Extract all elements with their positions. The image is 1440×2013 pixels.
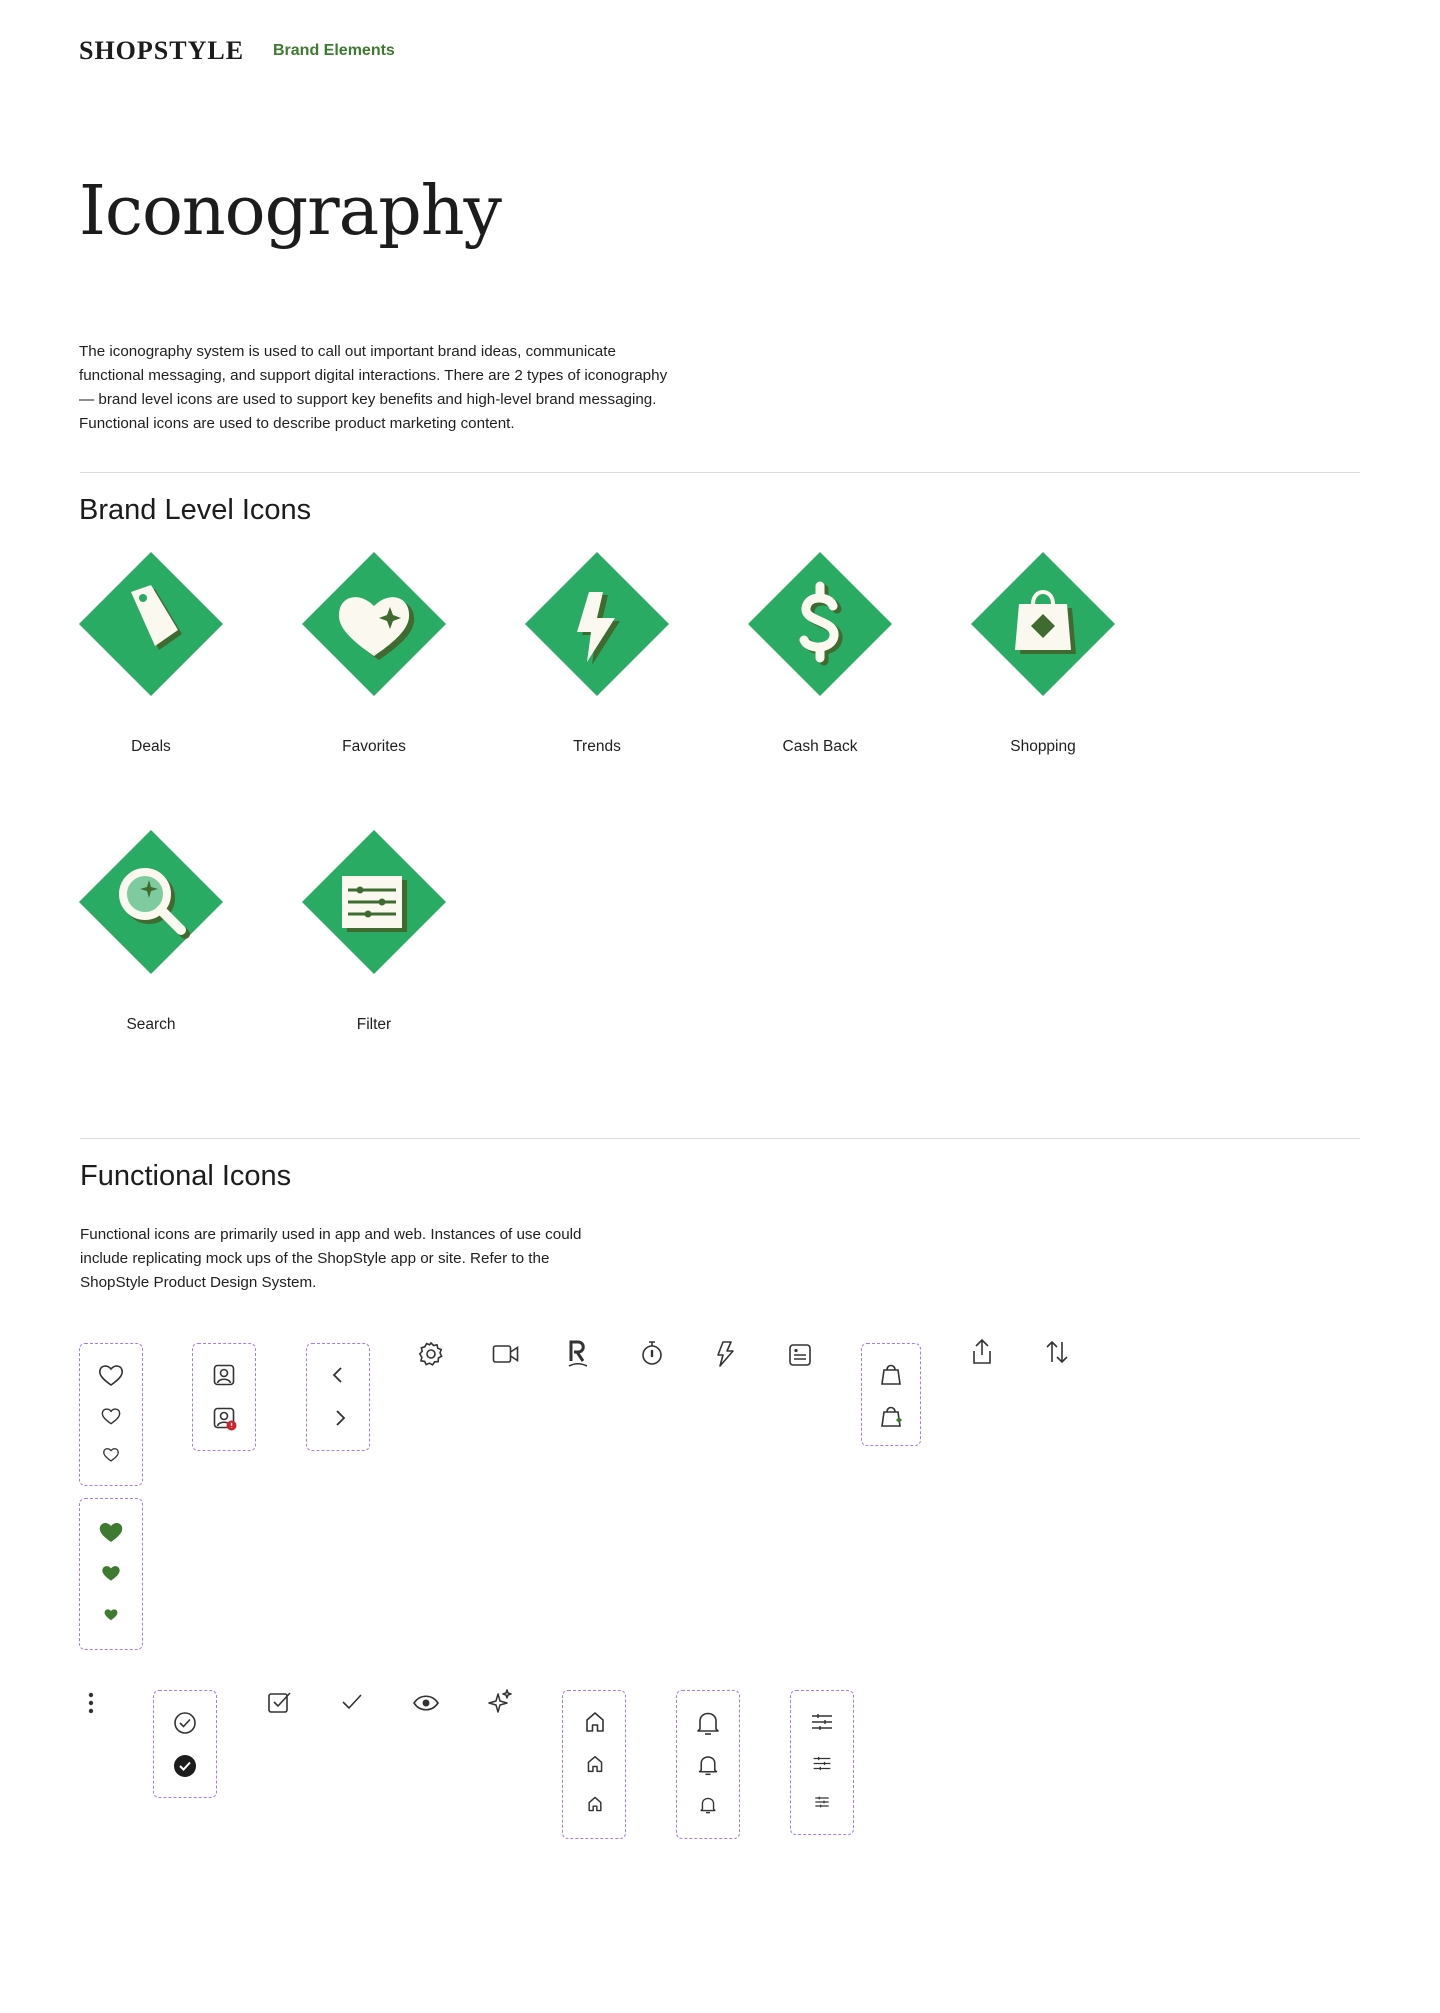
bell-icon[interactable]: [697, 1753, 719, 1777]
tag-icon: [79, 552, 223, 696]
video-icon[interactable]: [492, 1343, 520, 1365]
heart-filled-icon[interactable]: [97, 1519, 125, 1545]
chevron-left-icon[interactable]: [331, 1366, 345, 1384]
check-circle-outline-icon[interactable]: [173, 1711, 197, 1735]
bag-added-icon[interactable]: [880, 1404, 904, 1428]
check-icon[interactable]: [341, 1693, 363, 1711]
divider: [80, 472, 1360, 473]
sort-arrows-icon[interactable]: [1044, 1340, 1070, 1364]
sliders-group: [790, 1690, 854, 1835]
bell-group: [676, 1690, 740, 1839]
lightning-icon: [525, 552, 669, 696]
section-label[interactable]: Brand Elements: [273, 42, 395, 59]
cash-back-tile: [748, 552, 892, 701]
shopping-tile: [971, 552, 1115, 701]
heart-outline-group: [79, 1343, 143, 1486]
gear-icon[interactable]: [418, 1341, 444, 1367]
share-icon[interactable]: [970, 1338, 994, 1366]
bag-icon[interactable]: [880, 1362, 902, 1386]
sliders-icon[interactable]: [810, 1713, 834, 1731]
chevron-group: [306, 1343, 370, 1451]
home-icon[interactable]: [587, 1796, 603, 1812]
divider: [80, 1138, 1360, 1139]
brand-icon-label: Filter: [356, 1016, 392, 1033]
search-tile: [79, 830, 223, 979]
heart-outline-icon[interactable]: [102, 1446, 120, 1463]
filter-sliders-icon: [302, 830, 446, 974]
more-vertical-icon[interactable]: [86, 1692, 96, 1714]
home-group: [562, 1690, 626, 1839]
brand-icon-label: Favorites: [342, 738, 406, 755]
heart-filled-icon[interactable]: [103, 1607, 119, 1622]
deals-tile: [79, 552, 223, 701]
heart-sparkle-icon: [302, 552, 446, 696]
brand-icon-label: Search: [126, 1016, 176, 1033]
bag-group: [861, 1343, 921, 1446]
brand-icon-label: Trends: [573, 738, 621, 755]
bell-icon[interactable]: [695, 1709, 721, 1737]
dollar-icon: [748, 552, 892, 696]
chevron-right-icon[interactable]: [333, 1409, 347, 1427]
magnifier-icon: [79, 830, 223, 974]
heart-outline-icon[interactable]: [100, 1406, 122, 1426]
check-circle-filled-icon[interactable]: [173, 1754, 197, 1778]
profile-icon[interactable]: [213, 1364, 235, 1386]
functional-heading: Functional Icons: [80, 1160, 292, 1192]
check-circle-group: [153, 1690, 217, 1798]
heart-filled-icon[interactable]: [100, 1563, 122, 1583]
profile-alert-icon[interactable]: [213, 1407, 237, 1431]
home-icon[interactable]: [584, 1711, 606, 1733]
eye-icon[interactable]: [412, 1694, 440, 1712]
timer-icon[interactable]: [640, 1339, 664, 1367]
shopping-bag-icon: [971, 552, 1115, 696]
logo[interactable]: SHOPSTYLE: [79, 36, 245, 65]
intro-paragraph: The iconography system is used to call out important brand ideas, communicate functional messaging, and support digital interactions. There are 2 types of iconography — brand level icons are used to support key benefits and high-level brand messaging. Functional icons are used to describe product marketing content.: [79, 343, 668, 432]
brand-icon-label: Cash Back: [782, 738, 858, 755]
checkbox-icon[interactable]: [267, 1691, 293, 1715]
brand-level-heading: Brand Level Icons: [79, 494, 312, 526]
favorites-tile: [302, 552, 446, 701]
bell-icon[interactable]: [699, 1795, 717, 1815]
brand-icon-label: Shopping: [1010, 738, 1076, 755]
functional-description: Functional icons are primarily used in app and web. Instances of use could include replicating mock ups of the ShopStyle app or site. Refer to the ShopStyle Product Design System.: [80, 1226, 582, 1291]
trends-tile: [525, 552, 669, 701]
brand-icon-label: Deals: [131, 738, 171, 755]
heart-filled-group: [79, 1498, 143, 1650]
filter-tile: [302, 830, 446, 979]
home-icon[interactable]: [586, 1755, 604, 1773]
profile-group: [192, 1343, 256, 1451]
heart-outline-icon[interactable]: [97, 1362, 125, 1388]
sliders-icon[interactable]: [814, 1796, 830, 1808]
rakuten-r-icon[interactable]: [566, 1339, 590, 1369]
page-title: Iconography: [79, 172, 501, 251]
sparkle-icon[interactable]: [488, 1688, 512, 1714]
sliders-icon[interactable]: [812, 1756, 832, 1771]
lightning-outline-icon[interactable]: [714, 1340, 736, 1368]
id-card-icon[interactable]: [788, 1343, 812, 1367]
